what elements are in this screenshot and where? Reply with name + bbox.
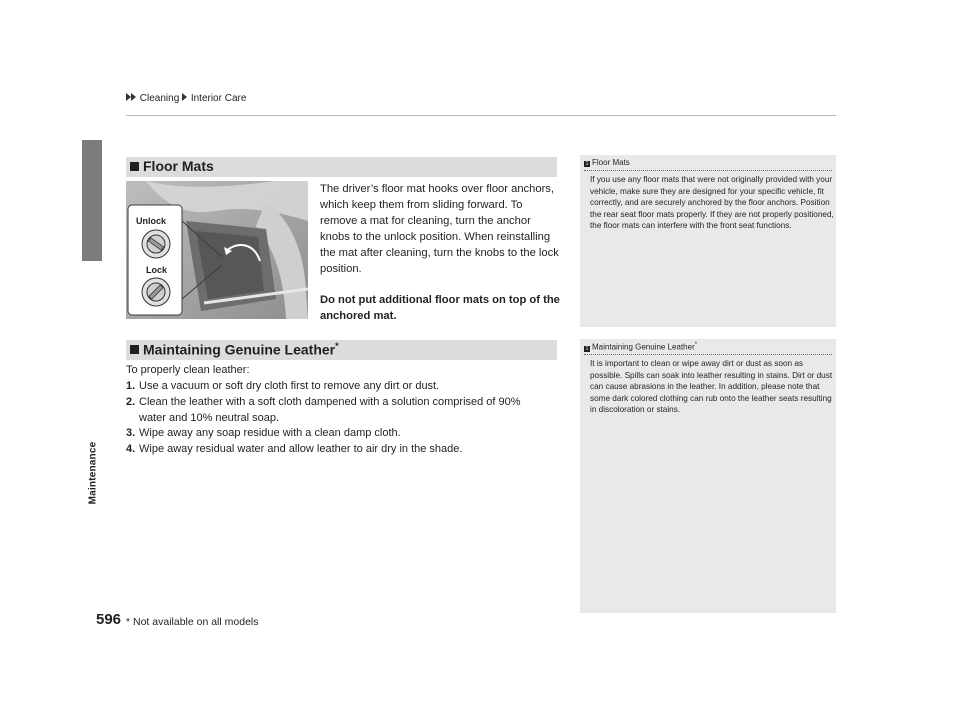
breadcrumb-item-cleaning[interactable]: Cleaning [139,93,180,104]
note-reference-icon: 1 [585,345,589,352]
note-body: It is important to clean or wipe away dirt or dust as soon as possible. Spills can soak into leather resulting in stains. Dirt or dust can cause abrasions in the leather. In addition, please note that some dark colored clothing can rub onto the leather seats resulting in discoloration or stains. [590,359,833,415]
footnote-asterisk: * [335,341,339,351]
floor-mats-warning: Do not put additional floor mats on top of the anchored mat. [320,294,560,322]
section-title: Maintaining Genuine Leather* [143,341,339,358]
list-item: 1. Use a vacuum or soft dry cloth first to remove any dirt or dust. [126,380,440,392]
figure-label-lock: Lock [146,265,168,275]
list-item: 2. Clean the leather with a soft cloth dampened with a solution comprised of 90% water and 10% neutral soap. [126,396,521,424]
note-divider [584,170,832,171]
section-title: Floor Mats [143,158,214,174]
floor-anchor-illustration [126,181,308,319]
note-body: If you use any floor mats that were not originally provided with your vehicle, make sure they are designed for your specific vehicle, fit correctly, and are securely anchored by the floor anchors. Position the rear seat floor mats properly. If they are not properly positioned, the floor mats can interfere with the front seat functions. [590,175,834,231]
breadcrumb-item-interior-care[interactable]: Interior Care [190,93,247,104]
figure-label-unlock: Unlock [136,216,167,226]
list-item: 3. Wipe away any soap residue with a clean damp cloth. [126,427,401,439]
note-genuine-leather [580,339,836,613]
note-title: 1 Maintaining Genuine Leather* [585,342,698,352]
chapter-tab [82,140,102,261]
section-square-icon [130,162,139,171]
footnote: * Not available on all models [126,616,259,628]
note-reference-icon: 1 [585,161,589,167]
floor-anchor-figure [126,181,308,319]
section-header-floor-mats [126,157,557,177]
breadcrumb-arrow-icon [182,93,187,101]
section-square-icon [130,345,139,354]
breadcrumb [126,93,246,104]
floor-mats-body: The driver’s floor mat hooks over floor anchors, which keep them from sliding forward. To remove a mat for cleaning, turn the anchor knobs to the unlock position. When reinstalling the mat after cleaning, turn the knobs to the lock position. [320,183,559,275]
note-divider [584,354,832,355]
note-floor-mats [580,155,836,327]
page-number: 596 [96,611,122,628]
note-title: 1 Floor Mats [585,158,630,167]
chapter-label: Maintenance [87,441,99,505]
breadcrumb-arrow-icon [131,93,136,101]
header-divider [126,115,836,116]
list-item: 4. Wipe away residual water and allow leather to air dry in the shade. [126,443,463,455]
section-header-genuine-leather [126,340,557,360]
leather-intro: To properly clean leather: [126,364,250,376]
